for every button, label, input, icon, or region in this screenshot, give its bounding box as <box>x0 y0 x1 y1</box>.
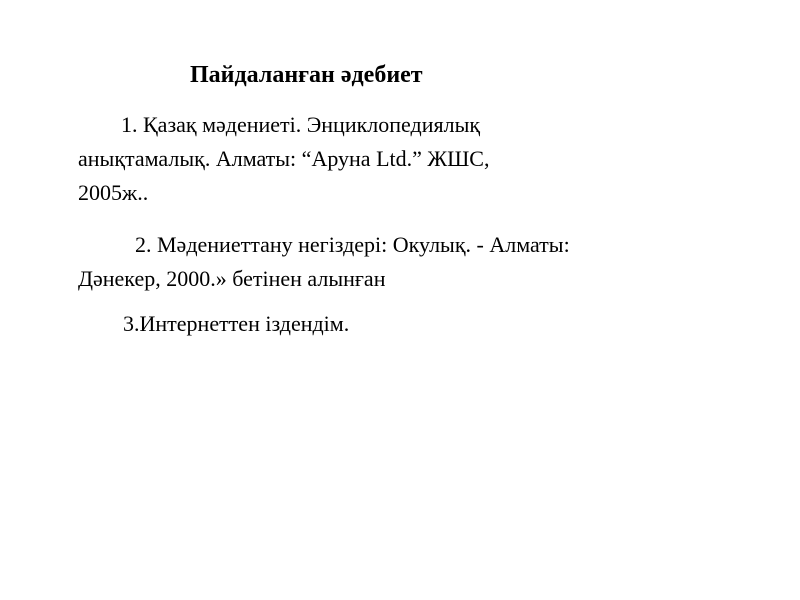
reference-1-line-2: анықтамалық. Алматы: “Аруна Ltd.” ЖШС, <box>78 146 490 171</box>
reference-item-2 <box>78 228 758 296</box>
reference-item-1 <box>78 108 758 210</box>
reference-2-line-1: 2. Мәдениеттану негіздері: Окулық. - Алматы: <box>135 232 570 257</box>
reference-item-3 <box>78 307 758 341</box>
reference-1-line-1: 1. Қазақ мәдениеті. Энциклопедиялық <box>121 112 481 137</box>
reference-3-line-1: 3.Интернеттен іздендім. <box>123 311 350 336</box>
reference-2-line-2: Дәнекер, 2000.» бетінен алынған <box>78 266 386 291</box>
reference-1-line-3: 2005ж.. <box>78 180 149 205</box>
page-title: Пайдаланған әдебиет <box>190 62 423 88</box>
